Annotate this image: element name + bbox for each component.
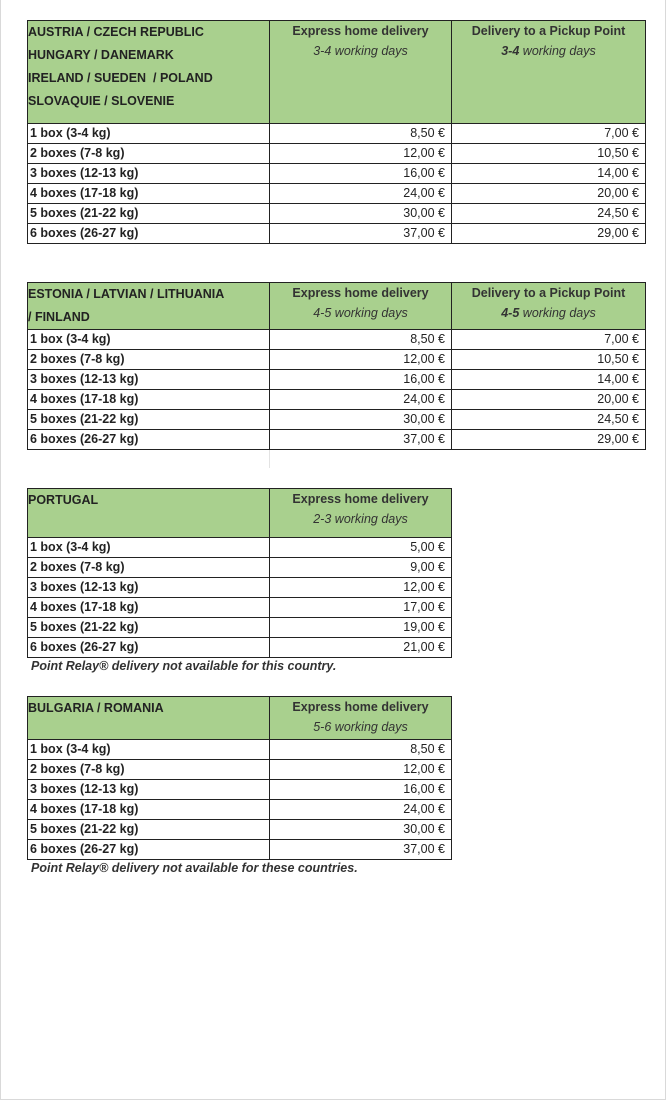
table-row — [28, 840, 452, 860]
express-header — [270, 21, 452, 124]
table-row — [28, 144, 646, 164]
table-row — [28, 598, 452, 618]
express-header — [270, 283, 452, 330]
row-label: 4 boxes (17-18 kg) — [28, 184, 270, 204]
row-label: 3 boxes (12-13 kg) — [28, 780, 270, 800]
express-price: 5,00 € — [270, 538, 452, 558]
region-line: HUNGARY / DANEMARK — [28, 48, 174, 62]
table-row — [28, 820, 452, 840]
region-cell — [28, 21, 270, 124]
express-header — [270, 489, 452, 538]
pickup-price: 10,50 € — [452, 350, 646, 370]
rate-table-baltic-group — [27, 282, 646, 450]
pickup-price: 10,50 € — [452, 144, 646, 164]
table-row — [28, 760, 452, 780]
express-price: 16,00 € — [270, 370, 452, 390]
express-price: 37,00 € — [270, 840, 452, 860]
row-label: 3 boxes (12-13 kg) — [28, 578, 270, 598]
express-days: 4-5 working days — [313, 306, 408, 320]
express-title: Express home delivery — [292, 24, 429, 38]
row-label: 4 boxes (17-18 kg) — [28, 800, 270, 820]
table-row — [28, 410, 646, 430]
row-label: 2 boxes (7-8 kg) — [28, 558, 270, 578]
express-price: 30,00 € — [270, 204, 452, 224]
table-header-row — [28, 21, 646, 124]
row-label: 5 boxes (21-22 kg) — [28, 410, 270, 430]
pickup-price: 24,50 € — [452, 410, 646, 430]
express-price: 30,00 € — [270, 820, 452, 840]
row-label: 1 box (3-4 kg) — [28, 124, 270, 144]
row-label: 5 boxes (21-22 kg) — [28, 204, 270, 224]
pickup-price: 20,00 € — [452, 390, 646, 410]
pickup-price: 24,50 € — [452, 204, 646, 224]
table-row — [28, 224, 646, 244]
express-price: 12,00 € — [270, 760, 452, 780]
row-label: 5 boxes (21-22 kg) — [28, 820, 270, 840]
table-header-row — [28, 283, 646, 330]
express-price: 24,00 € — [270, 390, 452, 410]
express-price: 8,50 € — [270, 124, 452, 144]
row-label: 4 boxes (17-18 kg) — [28, 390, 270, 410]
table-row — [28, 164, 646, 184]
express-price: 17,00 € — [270, 598, 452, 618]
pickup-price: 20,00 € — [452, 184, 646, 204]
row-label: 6 boxes (26-27 kg) — [28, 224, 270, 244]
express-price: 8,50 € — [270, 330, 452, 350]
row-label: 3 boxes (12-13 kg) — [28, 370, 270, 390]
row-label: 6 boxes (26-27 kg) — [28, 430, 270, 450]
row-label: 2 boxes (7-8 kg) — [28, 760, 270, 780]
table-row — [28, 638, 452, 658]
express-price: 12,00 € — [270, 578, 452, 598]
pickup-title: Delivery to a Pickup Point — [471, 286, 626, 300]
express-price: 21,00 € — [270, 638, 452, 658]
table-row — [28, 124, 646, 144]
express-price: 37,00 € — [270, 430, 452, 450]
pickup-price: 14,00 € — [452, 164, 646, 184]
table-row — [28, 390, 646, 410]
region-line: ESTONIA / LATVIAN / LITHUANIA — [28, 287, 225, 301]
pickup-header — [452, 21, 646, 124]
availability-note: Point Relay® delivery not available for this country. — [31, 659, 337, 673]
row-label: 1 box (3-4 kg) — [28, 538, 270, 558]
table-row — [28, 430, 646, 450]
express-price: 19,00 € — [270, 618, 452, 638]
row-label: 2 boxes (7-8 kg) — [28, 350, 270, 370]
table-row — [28, 330, 646, 350]
pickup-header — [452, 283, 646, 330]
rate-table-bulgaria-romania — [27, 696, 452, 860]
express-title: Express home delivery — [292, 492, 429, 506]
pickup-price: 7,00 € — [452, 330, 646, 350]
region-line: PORTUGAL — [28, 493, 99, 507]
rate-table-austria-group — [27, 20, 646, 244]
region-cell — [28, 283, 270, 330]
table-row — [28, 740, 452, 760]
pickup-price: 29,00 € — [452, 224, 646, 244]
express-title: Express home delivery — [292, 286, 429, 300]
table-row — [28, 618, 452, 638]
pickup-title: Delivery to a Pickup Point — [471, 24, 626, 38]
table-row — [28, 370, 646, 390]
table-row — [28, 578, 452, 598]
row-label: 1 box (3-4 kg) — [28, 330, 270, 350]
express-price: 30,00 € — [270, 410, 452, 430]
region-line: IRELAND / SUEDEN / POLAND — [28, 71, 213, 85]
table-row — [28, 350, 646, 370]
express-price: 9,00 € — [270, 558, 452, 578]
pickup-price: 7,00 € — [452, 124, 646, 144]
table-row — [28, 204, 646, 224]
table-row — [28, 184, 646, 204]
express-price: 8,50 € — [270, 740, 452, 760]
express-header — [270, 697, 452, 740]
region-line: SLOVAQUIE / SLOVENIE — [28, 94, 175, 108]
express-price: 12,00 € — [270, 350, 452, 370]
express-price: 24,00 € — [270, 184, 452, 204]
row-label: 1 box (3-4 kg) — [28, 740, 270, 760]
region-cell — [28, 489, 270, 538]
region-cell — [28, 697, 270, 740]
table-row — [28, 558, 452, 578]
table-row — [28, 538, 452, 558]
gridline-fragment — [269, 449, 270, 468]
row-label: 2 boxes (7-8 kg) — [28, 144, 270, 164]
pickup-days: 4-5 working days — [501, 306, 596, 320]
pickup-days: 3-4 working days — [501, 44, 596, 58]
express-price: 24,00 € — [270, 800, 452, 820]
express-price: 16,00 € — [270, 164, 452, 184]
pickup-price: 29,00 € — [452, 430, 646, 450]
row-label: 3 boxes (12-13 kg) — [28, 164, 270, 184]
rate-table-portugal — [27, 488, 452, 658]
express-days: 5-6 working days — [313, 720, 408, 734]
table-row — [28, 780, 452, 800]
express-price: 37,00 € — [270, 224, 452, 244]
row-label: 5 boxes (21-22 kg) — [28, 618, 270, 638]
row-label: 6 boxes (26-27 kg) — [28, 638, 270, 658]
express-price: 16,00 € — [270, 780, 452, 800]
pickup-price: 14,00 € — [452, 370, 646, 390]
table-row — [28, 800, 452, 820]
express-price: 12,00 € — [270, 144, 452, 164]
row-label: 6 boxes (26-27 kg) — [28, 840, 270, 860]
express-days: 2-3 working days — [313, 512, 408, 526]
row-label: 4 boxes (17-18 kg) — [28, 598, 270, 618]
table-header-row — [28, 489, 452, 538]
express-days: 3-4 working days — [313, 44, 408, 58]
express-title: Express home delivery — [292, 700, 429, 714]
region-line: BULGARIA / ROMANIA — [28, 701, 164, 715]
availability-note: Point Relay® delivery not available for these countries. — [31, 861, 358, 875]
table-header-row — [28, 697, 452, 740]
region-line: AUSTRIA / CZECH REPUBLIC — [28, 25, 204, 39]
region-line: / FINLAND — [28, 310, 90, 324]
